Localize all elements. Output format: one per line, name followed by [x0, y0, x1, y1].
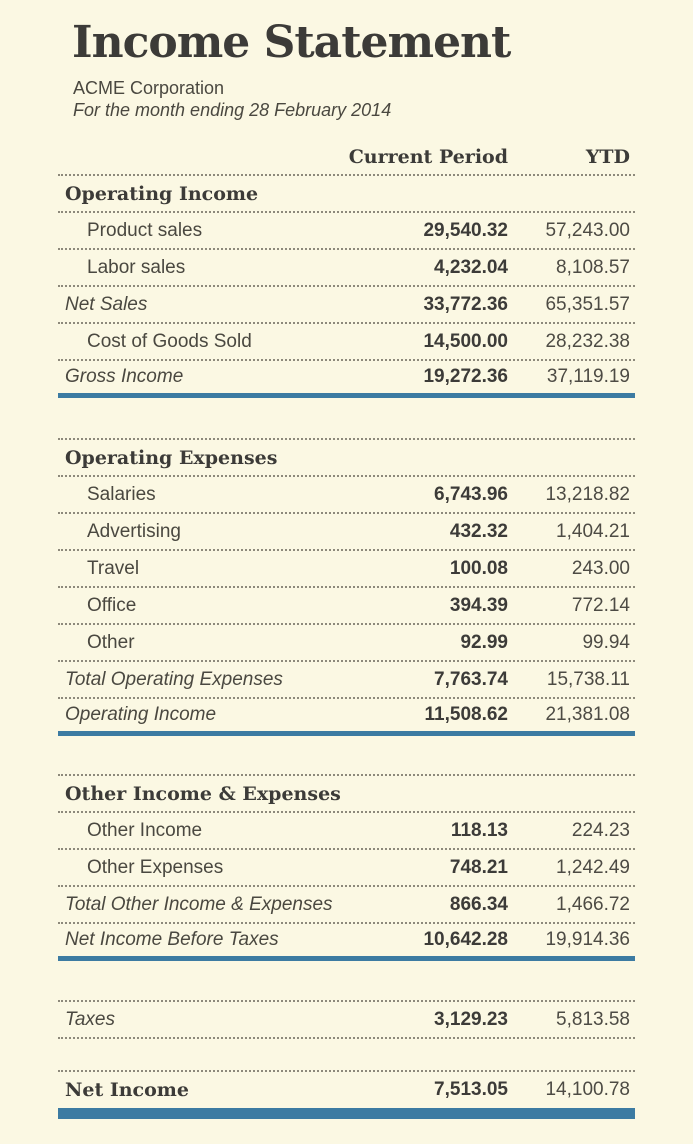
table-row — [58, 850, 635, 887]
row-value-ytd: 8,108.57 — [556, 256, 630, 278]
column-header-current-period: Current Period — [348, 146, 508, 168]
row-value-ytd: 5,813.58 — [556, 1008, 630, 1030]
table-row — [58, 250, 635, 287]
row-value-current-period: 7,513.05 — [434, 1079, 508, 1100]
row-label: Office — [87, 594, 137, 616]
row-label: Cost of Goods Sold — [87, 330, 252, 352]
section-header-row — [58, 440, 635, 477]
row-value-current-period: 866.34 — [449, 893, 508, 915]
table-row — [58, 551, 635, 588]
row-value-current-period: 29,540.32 — [423, 219, 508, 241]
row-label: Operating Income — [65, 704, 217, 725]
row-label: Total Operating Expenses — [65, 668, 283, 690]
row-label: Taxes — [65, 1008, 115, 1030]
row-label: Other Income — [87, 819, 203, 841]
row-value-current-period: 14,500.00 — [423, 330, 508, 352]
row-value-ytd: 1,242.49 — [556, 856, 630, 878]
row-value-current-period: 432.32 — [449, 520, 508, 542]
row-label: Labor sales — [87, 256, 186, 278]
row-value-current-period: 7,763.74 — [434, 668, 508, 690]
row-value-ytd: 99.94 — [582, 631, 630, 653]
row-value-ytd: 1,404.21 — [556, 520, 630, 542]
row-value-current-period: 4,232.04 — [434, 256, 508, 278]
row-value-ytd: 37,119.19 — [546, 366, 630, 387]
row-label: Net Sales — [65, 293, 148, 315]
table-row — [58, 625, 635, 662]
table-row — [58, 1002, 635, 1039]
table-row — [58, 287, 635, 324]
row-value-current-period: 394.39 — [449, 594, 508, 616]
statement-section — [58, 774, 635, 961]
section-header-row — [58, 776, 635, 813]
row-value-current-period: 118.13 — [450, 819, 508, 841]
row-label: Product sales — [87, 219, 203, 241]
column-header-row — [58, 140, 635, 176]
row-label: Other Expenses — [87, 856, 224, 878]
row-value-current-period: 10,642.28 — [423, 929, 508, 950]
row-label: Total Other Income & Expenses — [65, 893, 333, 915]
table-row — [58, 514, 635, 551]
table-row — [58, 588, 635, 625]
row-value-ytd: 13,218.82 — [545, 483, 630, 505]
row-value-current-period: 33,772.36 — [423, 293, 508, 315]
table-row — [58, 361, 635, 398]
row-value-ytd: 772.14 — [571, 594, 630, 616]
statement-section — [58, 1070, 635, 1119]
table-row — [58, 477, 635, 514]
statement-section — [58, 1000, 635, 1039]
row-value-ytd: 65,351.57 — [545, 293, 630, 315]
row-value-ytd: 19,914.36 — [545, 929, 630, 950]
statement-section — [58, 438, 635, 736]
section-header-row — [58, 176, 635, 213]
row-value-current-period: 100.08 — [449, 557, 508, 579]
company-name: ACME Corporation — [73, 78, 225, 98]
row-value-current-period: 748.21 — [449, 856, 508, 878]
section-title: Operating Expenses — [65, 446, 278, 469]
row-label: Net Income — [65, 1079, 189, 1101]
page-title: Income Statement — [72, 17, 511, 68]
table-row — [58, 213, 635, 250]
row-value-ytd: 21,381.08 — [545, 704, 630, 725]
statement-section — [58, 176, 635, 398]
column-header-ytd: YTD — [585, 146, 630, 168]
row-value-ytd: 224.23 — [571, 819, 630, 841]
row-label: Gross Income — [65, 366, 184, 387]
row-value-ytd: 243.00 — [571, 557, 630, 579]
row-value-ytd: 28,232.38 — [545, 330, 630, 352]
section-title: Other Income & Expenses — [65, 782, 341, 805]
row-label: Net Income Before Taxes — [65, 929, 279, 950]
table-row — [58, 1072, 635, 1119]
row-value-current-period: 19,272.36 — [423, 366, 508, 387]
row-label: Salaries — [87, 483, 156, 505]
statement-sections — [58, 176, 635, 1119]
table-row — [58, 887, 635, 924]
row-value-ytd: 1,466.72 — [556, 893, 630, 915]
table-row — [58, 699, 635, 736]
row-value-ytd: 15,738.11 — [546, 668, 630, 690]
row-value-current-period: 3,129.23 — [434, 1008, 508, 1030]
row-value-ytd: 14,100.78 — [545, 1079, 630, 1100]
row-label: Other — [87, 631, 135, 653]
table-row — [58, 813, 635, 850]
row-value-current-period: 6,743.96 — [434, 483, 508, 505]
statement-period: For the month ending 28 February 2014 — [73, 100, 392, 120]
row-value-ytd: 57,243.00 — [545, 219, 630, 241]
row-label: Travel — [87, 557, 140, 579]
section-title: Operating Income — [65, 182, 259, 205]
row-value-current-period: 11,508.62 — [424, 704, 508, 725]
row-label: Advertising — [87, 520, 181, 542]
table-row — [58, 324, 635, 361]
table-row — [58, 924, 635, 961]
row-value-current-period: 92.99 — [460, 631, 508, 653]
table-row — [58, 662, 635, 699]
